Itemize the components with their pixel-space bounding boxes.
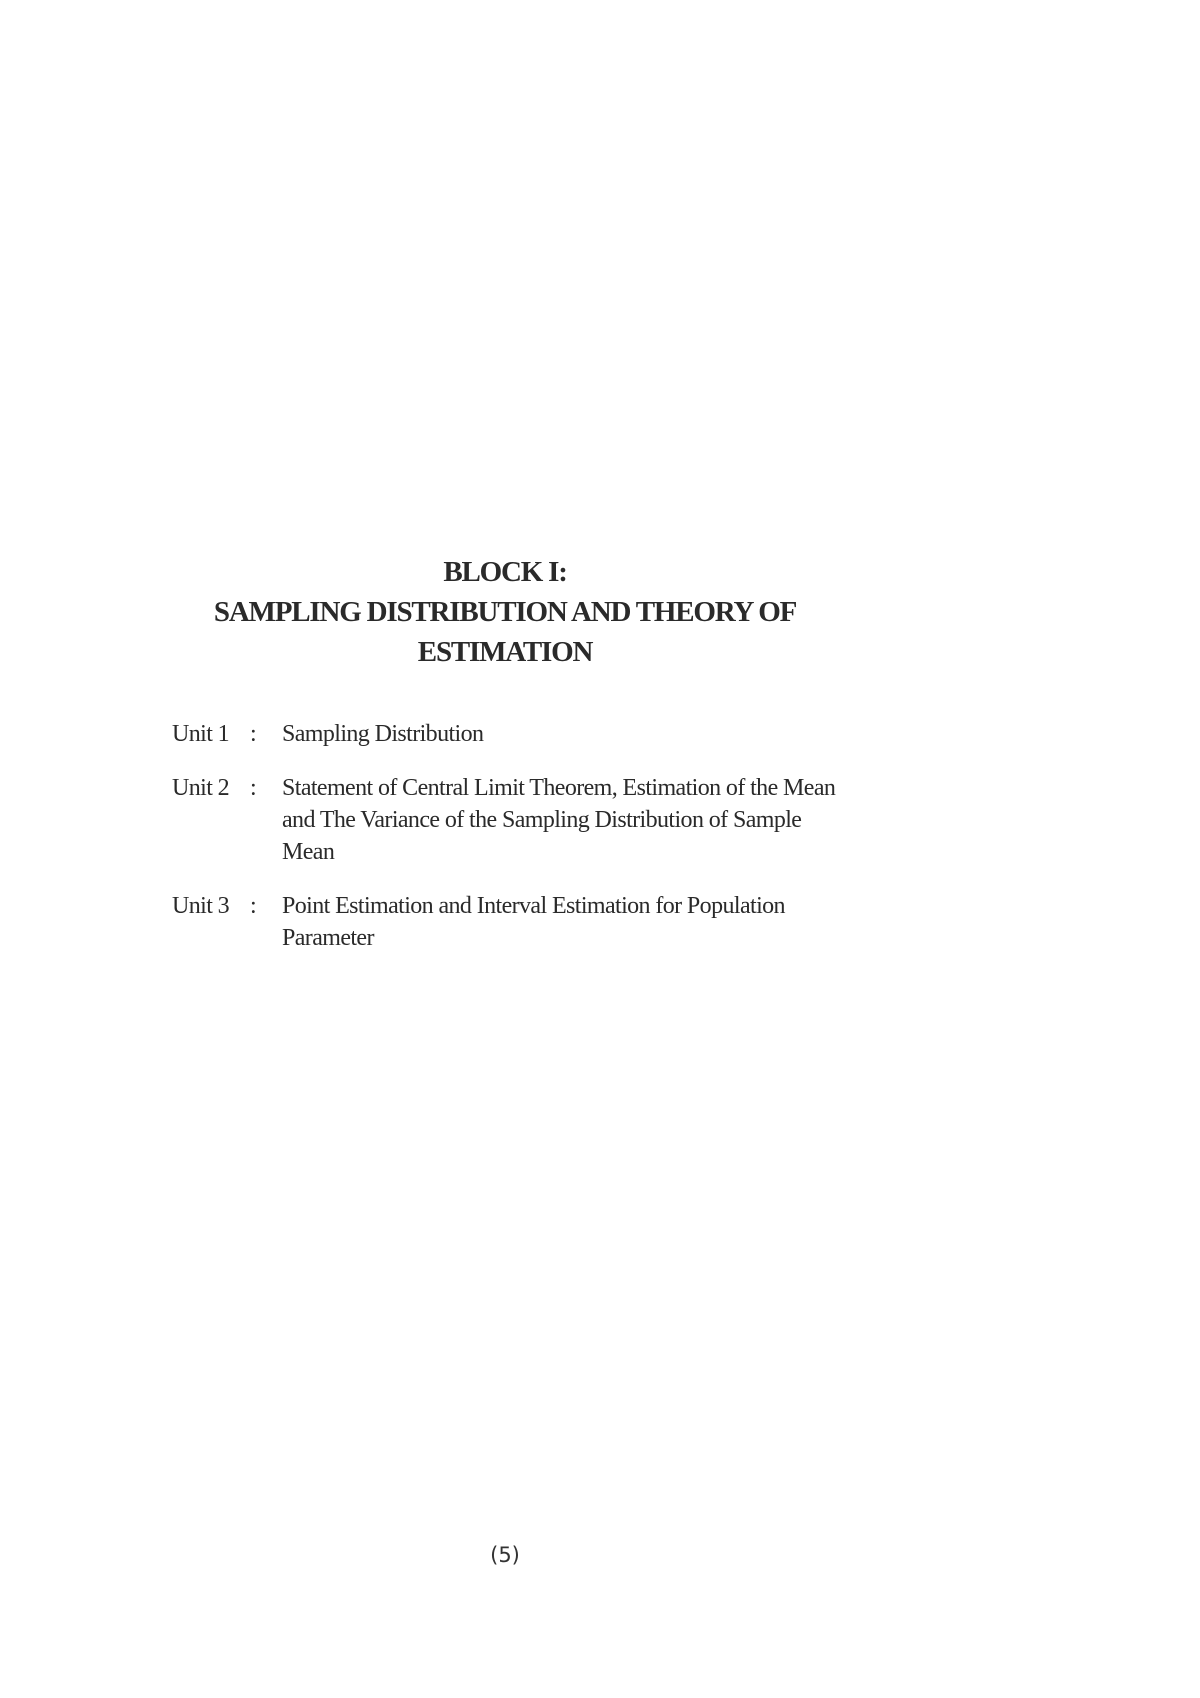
block-heading xyxy=(160,552,850,672)
unit-separator: : xyxy=(250,721,257,747)
page-number: (5) xyxy=(490,1543,520,1567)
unit-label: Unit 1 xyxy=(172,721,230,747)
unit-title: Statement of Central Limit Theorem, Estimation of the Mean and The Variance of the Sampling Distribution of Sample Mean xyxy=(282,775,836,865)
unit-separator: : xyxy=(250,775,257,801)
unit-item xyxy=(172,890,872,954)
unit-separator: : xyxy=(250,893,257,919)
unit-item xyxy=(172,718,872,750)
unit-list xyxy=(172,718,872,976)
unit-item xyxy=(172,772,872,868)
block-title-line-2: ESTIMATION xyxy=(417,636,593,668)
unit-label: Unit 2 xyxy=(172,775,230,801)
unit-label: Unit 3 xyxy=(172,893,230,919)
unit-title: Sampling Distribution xyxy=(282,721,484,747)
block-title-line-1: SAMPLING DISTRIBUTION AND THEORY OF xyxy=(213,596,797,628)
unit-title: Point Estimation and Interval Estimation for Population Parameter xyxy=(282,893,785,951)
block-label: BLOCK I: xyxy=(443,556,567,588)
